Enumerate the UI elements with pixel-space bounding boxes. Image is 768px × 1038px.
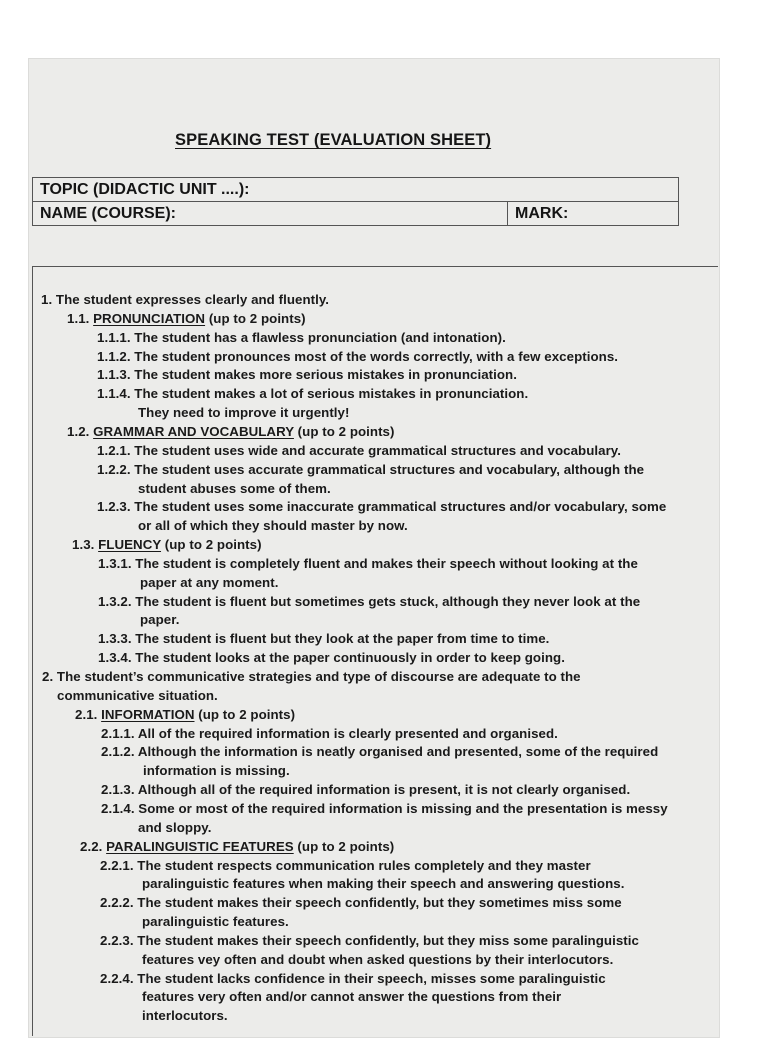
- section-heading: GRAMMAR AND VOCABULARY: [93, 423, 294, 439]
- line-text: 2.2.3. The student makes their speech confidently, but they miss some paralinguistic: [100, 932, 639, 948]
- criteria-line: [72, 537, 262, 552]
- line-text: 2.1.4. Some or most of the required information is missing and the presentation is messy: [101, 800, 668, 816]
- line-text: interlocutors.: [142, 1008, 228, 1024]
- criteria-line: [97, 386, 528, 401]
- criteria-line: [100, 858, 591, 873]
- criteria-line: [101, 782, 630, 797]
- line-text: 1.1.2. The student pronounces most of the words correctly, with a few exceptions.: [97, 348, 619, 364]
- line-text: paper at any moment.: [140, 574, 279, 590]
- criteria-line: [101, 801, 668, 816]
- criteria-line: [98, 556, 638, 571]
- mark-cell: MARK:: [508, 202, 679, 226]
- line-text: paralinguistic features when making their speech and answering questions.: [142, 876, 625, 892]
- line-text: and sloppy.: [138, 819, 212, 835]
- criteria-line: [75, 707, 295, 722]
- page-title: SPEAKING TEST (EVALUATION SHEET): [175, 131, 492, 149]
- criteria-line: [100, 933, 639, 948]
- criteria-line: [97, 330, 506, 345]
- criteria-line: [143, 763, 290, 778]
- line-text: 2.2.: [80, 838, 107, 854]
- line-text: information is missing.: [143, 763, 290, 779]
- line-text: 1.3.: [72, 537, 99, 553]
- criteria-line: [142, 952, 613, 967]
- line-text: or all of which they should master by now.: [138, 518, 408, 534]
- line-text: paper.: [140, 612, 180, 628]
- criteria-line: [101, 726, 558, 741]
- line-text: 1.2.1. The student uses wide and accurate grammatical structures and vocabulary.: [97, 442, 621, 458]
- line-text: 1.3.3. The student is fluent but they look at the paper from time to time.: [98, 631, 550, 647]
- line-text: 1.2.2. The student uses accurate grammatical structures and vocabulary, although the: [97, 461, 645, 477]
- criteria-line: [138, 518, 408, 533]
- line-text: 1.2.: [67, 423, 94, 439]
- name-cell: NAME (COURSE):: [33, 202, 508, 226]
- criteria-line: [100, 971, 606, 986]
- line-text: They need to improve it urgently!: [138, 405, 350, 421]
- student-info-table: [32, 177, 679, 226]
- criteria-line: [98, 650, 565, 665]
- criteria-line: [41, 292, 329, 307]
- criteria-line: [142, 876, 624, 891]
- line-text: 2.1.1. All of the required information is clearly presented and organised.: [101, 725, 558, 741]
- line-text: 1.3.1. The student is completely fluent and makes their speech without looking at the: [98, 555, 638, 571]
- line-text: 2.2.1. The student respects communication rules completely and they master: [100, 857, 591, 873]
- criteria-line: [97, 349, 618, 364]
- line-text: 1.1.: [67, 310, 94, 326]
- line-text: communicative situation.: [57, 687, 218, 703]
- section-heading: PRONUNCIATION: [93, 310, 206, 326]
- criteria-line: [98, 631, 549, 646]
- criteria-line: [97, 499, 666, 514]
- points-note: (up to 2 points): [161, 537, 262, 553]
- line-text: paralinguistic features.: [142, 914, 289, 930]
- line-text: 1.1.4. The student makes a lot of serious mistakes in pronunciation.: [97, 386, 529, 402]
- criteria-line: [138, 820, 211, 835]
- line-text: 1.3.2. The student is fluent but sometimes gets stuck, although they never look at the: [98, 593, 641, 609]
- line-text: 2.2.4. The student lacks confidence in their speech, misses some paralinguistic: [100, 970, 606, 986]
- points-note: (up to 2 points): [205, 310, 306, 326]
- topic-cell: TOPIC (DIDACTIC UNIT ....):: [33, 178, 679, 202]
- line-text: 2. The student’s communicative strategies and type of discourse are adequate to the: [42, 669, 581, 684]
- points-note: (up to 2 points): [293, 423, 395, 439]
- line-text: features very often and/or cannot answer the questions from their: [142, 989, 562, 1005]
- criteria-line: [67, 311, 306, 326]
- line-text: 2.1.2. Although the information is neatly organised and presented, some of the required: [101, 744, 659, 760]
- line-text: 1.2.3. The student uses some inaccurate grammatical structures and/or vocabulary, some: [97, 499, 667, 515]
- criteria-line: [101, 744, 658, 759]
- points-note: (up to 2 points): [293, 838, 395, 854]
- line-text: 2.1.3. Although all of the required information is present, it is not clearly organised.: [101, 782, 631, 798]
- line-text: student abuses some of them.: [138, 480, 331, 496]
- criteria-line: [142, 1008, 228, 1023]
- criteria-line: [57, 688, 218, 703]
- criteria-line: [142, 914, 289, 929]
- criteria-line: [140, 575, 278, 590]
- line-text: 2.1.: [75, 706, 102, 722]
- criteria-line: [140, 612, 179, 627]
- criteria-line: [138, 481, 331, 496]
- criteria-line: [100, 895, 622, 910]
- line-text: features vey often and doubt when asked questions by their interlocutors.: [142, 951, 614, 967]
- criteria-line: [97, 462, 644, 477]
- line-text: 1. The student expresses clearly and fluently.: [41, 292, 330, 307]
- section-heading: FLUENCY: [98, 537, 162, 553]
- points-note: (up to 2 points): [194, 706, 296, 722]
- line-text: 1.1.3. The student makes more serious mistakes in pronunciation.: [97, 367, 517, 383]
- section-heading: INFORMATION: [101, 706, 195, 722]
- criteria-line: [42, 669, 581, 684]
- criteria-line: [138, 405, 349, 420]
- criteria-line: [142, 989, 561, 1004]
- line-text: 1.1.1. The student has a flawless pronunciation (and intonation).: [97, 329, 506, 345]
- line-text: 2.2.2. The student makes their speech confidently, but they sometimes miss some: [100, 895, 622, 911]
- criteria-line: [97, 443, 621, 458]
- line-text: 1.3.4. The student looks at the paper continuously in order to keep going.: [98, 650, 565, 666]
- criteria-line: [80, 839, 394, 854]
- criteria-line: [67, 424, 394, 439]
- criteria-line: [97, 367, 517, 382]
- criteria-line: [98, 594, 640, 609]
- section-heading: PARALINGUISTIC FEATURES: [106, 838, 294, 854]
